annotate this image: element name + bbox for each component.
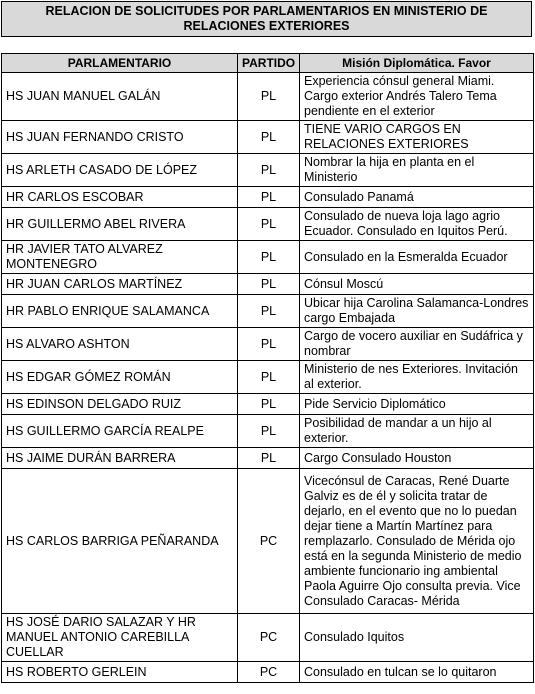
cell-name: HS ARLETH CASADO DE LÓPEZ — [2, 154, 238, 187]
cell-name: HS CARLOS BARRIGA PEÑARANDA — [2, 469, 238, 614]
table-row — [2, 469, 534, 614]
table-row — [2, 614, 534, 662]
cell-party: PL — [238, 241, 300, 274]
table-row — [2, 154, 534, 187]
cell-party: PL — [238, 415, 300, 448]
cell-mission: Vicecónsul de Caracas, René Duarte Galviz es de él y solicita tratar de dejarlo, en el evento que no lo puedan dejar tiene a Martín Martínez para remplazarlo. Consulado de Mérida ojo está en la segunda Ministerio de medio ambiente funcionario ing ambiental Paola Aguirre Ojo consulta previa. Vice Consulado Caracas- Mérida — [300, 469, 534, 614]
cell-name: HR JUAN CARLOS MARTÍNEZ — [2, 274, 238, 295]
cell-party: PL — [238, 448, 300, 469]
cell-party: PL — [238, 361, 300, 394]
cell-party: PC — [238, 662, 300, 683]
cell-mission: Cargo de vocero auxiliar en Sudáfrica y nombrar — [300, 328, 534, 361]
cell-mission: Consulado en tulcan se lo quitaron — [300, 662, 534, 683]
cell-name: HS ALVARO ASHTON — [2, 328, 238, 361]
table-row — [2, 187, 534, 208]
cell-name: HR CARLOS ESCOBAR — [2, 187, 238, 208]
cell-party: PC — [238, 614, 300, 662]
cell-mission: Consulado de nueva loja lago agrio Ecuador. Consulado en Iquitos Perú. — [300, 208, 534, 241]
table-row — [2, 448, 534, 469]
table-row — [2, 73, 534, 121]
header-mision: Misión Diplomática. Favor — [300, 54, 534, 73]
cell-mission: Cargo Consulado Houston — [300, 448, 534, 469]
cell-name: HR PABLO ENRIQUE SALAMANCA — [2, 295, 238, 328]
cell-name: HS JUAN FERNANDO CRISTO — [2, 121, 238, 154]
document-title-text: RELACION DE SOLICITUDES POR PARLAMENTARIOS EN MINISTERIO DE RELACIONES EXTERIORES — [45, 4, 488, 33]
cell-name: HR GUILLERMO ABEL RIVERA — [2, 208, 238, 241]
table-row — [2, 121, 534, 154]
cell-mission: Consulado Panamá — [300, 187, 534, 208]
cell-name: HS EDINSON DELGADO RUIZ — [2, 394, 238, 415]
cell-mission: Posibilidad de mandar a un hijo al exterior. — [300, 415, 534, 448]
cell-name: HS ROBERTO GERLEIN — [2, 662, 238, 683]
cell-party: PC — [238, 469, 300, 614]
cell-party: PL — [238, 187, 300, 208]
cell-name: HS JAIME DURÁN BARRERA — [2, 448, 238, 469]
table-row — [2, 208, 534, 241]
cell-party: PL — [238, 328, 300, 361]
cell-name: HS EDGAR GÓMEZ ROMÁN — [2, 361, 238, 394]
cell-party: PL — [238, 121, 300, 154]
table-row — [2, 328, 534, 361]
table-row — [2, 241, 534, 274]
header-parlamentario: PARLAMENTARIO — [2, 54, 238, 73]
cell-mission: TIENE VARIO CARGOS EN RELACIONES EXTERIORES — [300, 121, 534, 154]
cell-name: HR JAVIER TATO ALVAREZ MONTENEGRO — [2, 241, 238, 274]
cell-name: HS JOSÉ DARIO SALAZAR Y HR MANUEL ANTONIO CAREBILLA CUELLAR — [2, 614, 238, 662]
cell-name: HS GUILLERMO GARCÍA REALPE — [2, 415, 238, 448]
table-row — [2, 295, 534, 328]
table-row — [2, 415, 534, 448]
cell-mission: Cónsul Moscú — [300, 274, 534, 295]
cell-party: PL — [238, 394, 300, 415]
cell-party: PL — [238, 274, 300, 295]
cell-mission: Consulado en la Esmeralda Ecuador — [300, 241, 534, 274]
document-title — [1, 1, 532, 37]
cell-party: PL — [238, 154, 300, 187]
requests-table — [1, 53, 534, 683]
cell-mission: Experiencia cónsul general Miami. Cargo exterior Andrés Talero Tema pendiente en el exterior — [300, 73, 534, 121]
header-partido: PARTIDO — [238, 54, 300, 73]
cell-mission: Nombrar la hija en planta en el Ministerio — [300, 154, 534, 187]
cell-party: PL — [238, 208, 300, 241]
cell-mission: Ubicar hija Carolina Salamanca-Londres cargo Embajada — [300, 295, 534, 328]
cell-name: HS JUAN MANUEL GALÁN — [2, 73, 238, 121]
table-row — [2, 361, 534, 394]
table-header-row — [2, 54, 534, 73]
table-row — [2, 394, 534, 415]
cell-party: PL — [238, 73, 300, 121]
cell-mission: Ministerio de nes Exteriores. Invitación al exterior. — [300, 361, 534, 394]
cell-party: PL — [238, 295, 300, 328]
table-row — [2, 274, 534, 295]
cell-mission: Pide Servicio Diplomático — [300, 394, 534, 415]
table-row — [2, 662, 534, 683]
cell-mission: Consulado Iquitos — [300, 614, 534, 662]
